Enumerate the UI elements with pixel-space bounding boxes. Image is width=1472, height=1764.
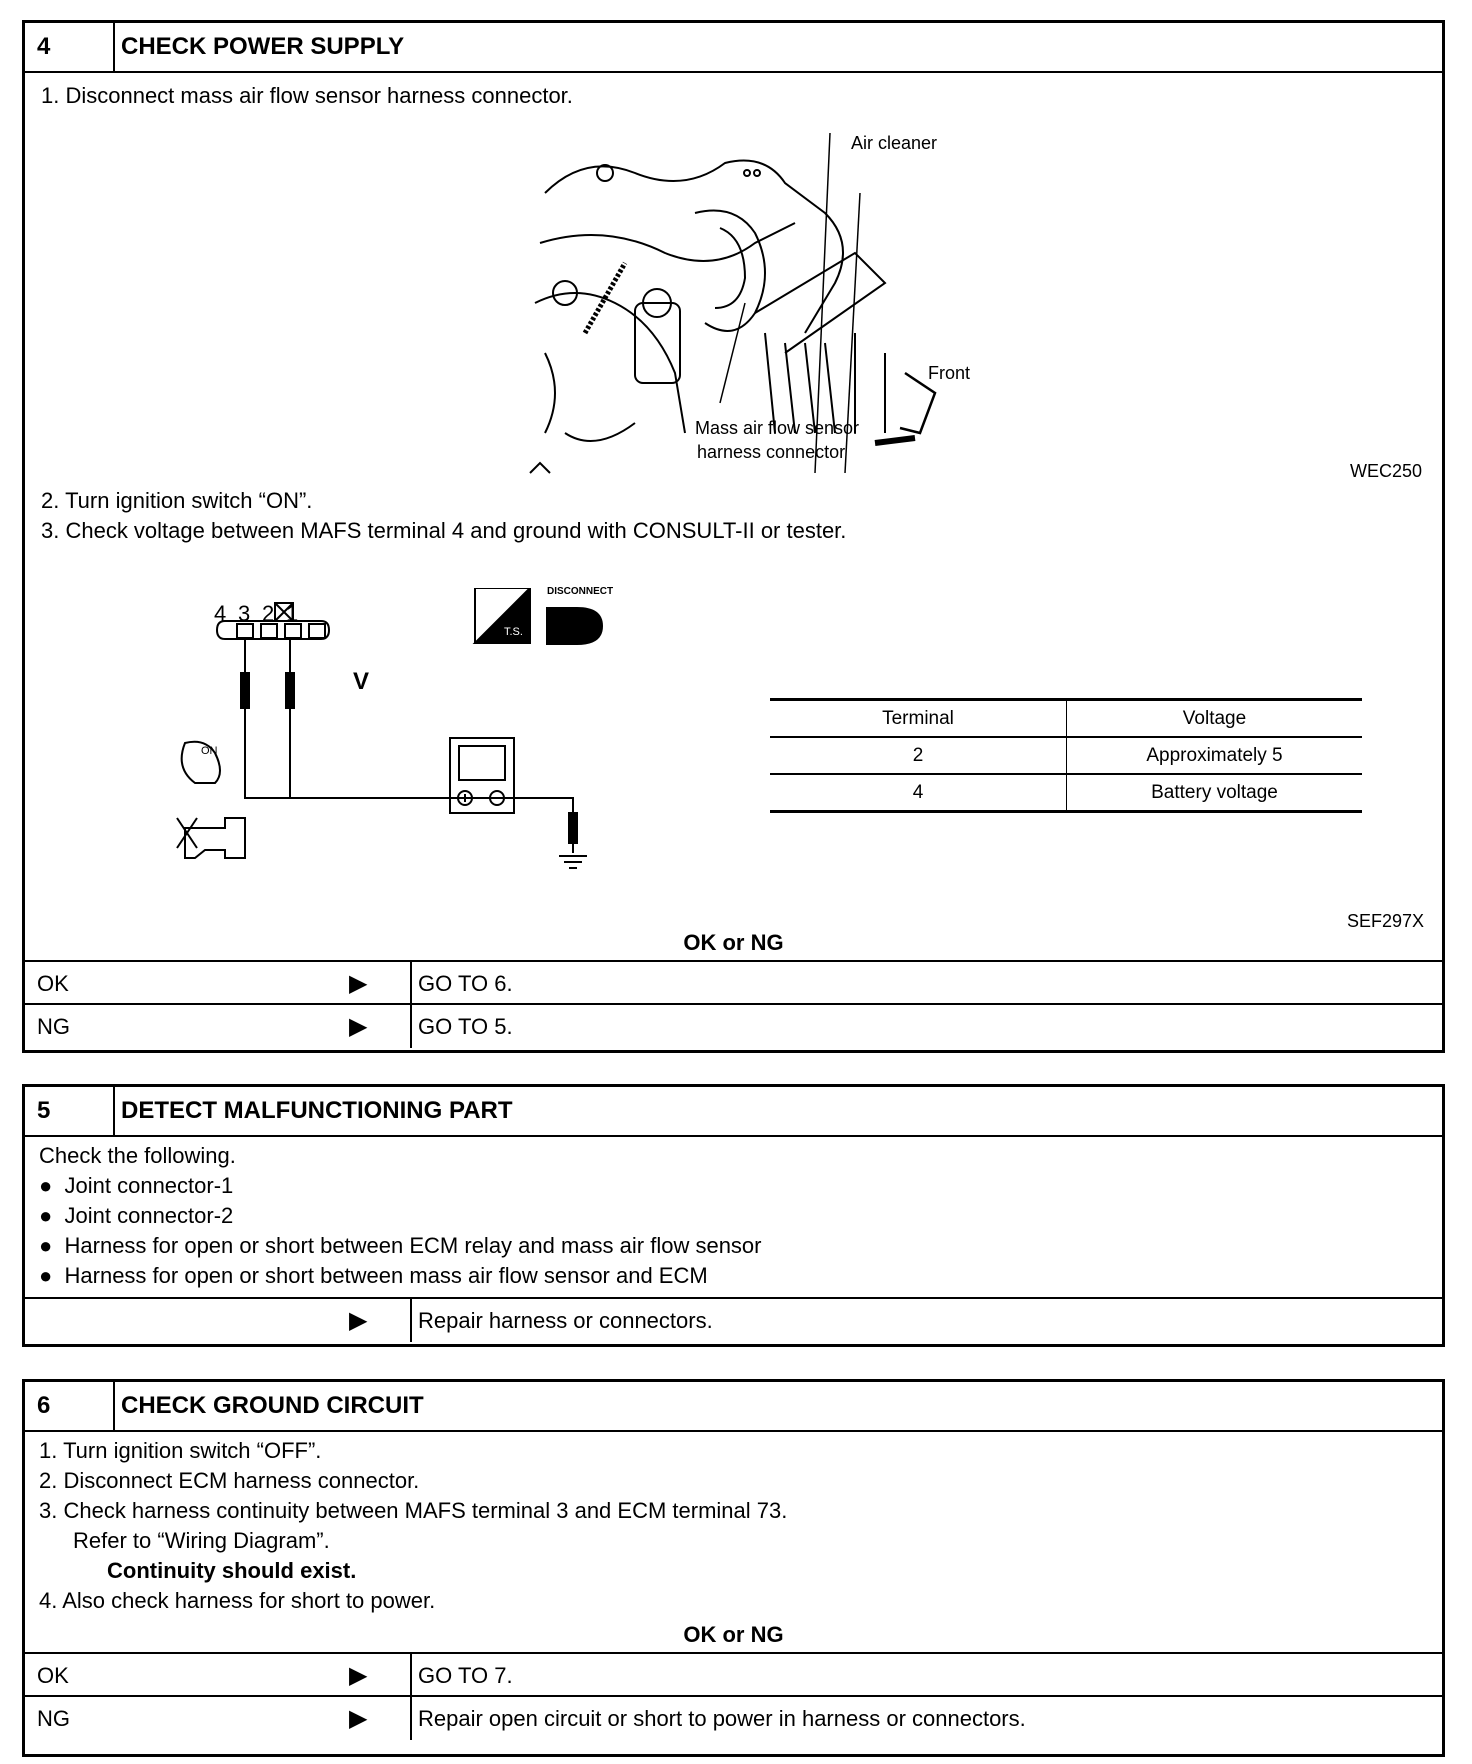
result-action: GO TO 6. bbox=[418, 971, 513, 996]
ignition-on-label: ON bbox=[201, 745, 218, 757]
result-label: NG bbox=[37, 1706, 70, 1731]
voltage-cell: Battery voltage bbox=[1067, 774, 1363, 812]
engine-illustration bbox=[525, 133, 1025, 493]
label-air-cleaner: Air cleaner bbox=[851, 133, 938, 153]
instruction: 1. Disconnect mass air flow sensor harness connector. bbox=[41, 83, 573, 108]
result-label: OK bbox=[37, 1663, 69, 1688]
table-row bbox=[770, 737, 1362, 774]
result-label: OK bbox=[37, 971, 69, 996]
label-front: Front bbox=[928, 363, 971, 383]
result-action: Repair open circuit or short to power in harness or connectors. bbox=[418, 1706, 1026, 1731]
instruction: 1. Turn ignition switch “OFF”. bbox=[39, 1438, 322, 1463]
step-number: 6 bbox=[25, 1382, 115, 1430]
figure-code: WEC250 bbox=[1350, 461, 1423, 481]
table-row bbox=[770, 774, 1362, 812]
label-maf-sensor: Mass air flow sensor bbox=[695, 418, 860, 438]
voltmeter-label: V bbox=[353, 668, 370, 695]
figure-code: SEF297X bbox=[1347, 911, 1425, 931]
pin-label: 3 bbox=[238, 601, 251, 626]
ok-or-ng-heading: OK or NG bbox=[683, 1622, 784, 1647]
table-header: Voltage bbox=[1067, 700, 1363, 738]
step-header bbox=[25, 1087, 1442, 1137]
step-header bbox=[25, 23, 1442, 73]
pin-label: 1 bbox=[286, 601, 299, 626]
result-action: GO TO 5. bbox=[418, 1014, 513, 1039]
result-row-ng bbox=[25, 1695, 1442, 1740]
voltage-table bbox=[770, 698, 1362, 813]
result-label: NG bbox=[37, 1014, 70, 1039]
step-title: CHECK GROUND CIRCUIT bbox=[121, 1392, 424, 1419]
disconnect-label: DISCONNECT bbox=[547, 586, 614, 597]
instruction: 4. Also check harness for short to power. bbox=[39, 1588, 436, 1613]
pin-label: 2 bbox=[262, 601, 275, 626]
bullet-item: ● Joint connector-1 bbox=[39, 1173, 234, 1198]
label-harness-connector: harness connector bbox=[697, 442, 846, 462]
ok-or-ng-heading: OK or NG bbox=[683, 930, 784, 955]
bullet-item: ● Harness for open or short between mass air flow sensor and ECM bbox=[39, 1263, 708, 1288]
ts-label: T.S. bbox=[504, 626, 523, 638]
bullet-item: ● Harness for open or short between ECM relay and mass air flow sensor bbox=[39, 1233, 762, 1258]
terminal-cell: 4 bbox=[770, 774, 1067, 812]
arrow-icon: ▶ bbox=[349, 970, 368, 997]
arrow-icon: ▶ bbox=[349, 1705, 368, 1732]
step-title: CHECK POWER SUPPLY bbox=[121, 33, 405, 60]
instruction: 2. Turn ignition switch “ON”. bbox=[41, 488, 313, 513]
result-row-ng bbox=[25, 1003, 1442, 1048]
arrow-icon: ▶ bbox=[349, 1662, 368, 1689]
step-number: 4 bbox=[25, 23, 115, 71]
voltage-cell: Approximately 5 bbox=[1067, 737, 1363, 774]
intro-text: Check the following. bbox=[39, 1143, 236, 1168]
step-number: 5 bbox=[25, 1087, 115, 1135]
step-5-box bbox=[22, 1084, 1445, 1347]
result-action: Repair harness or connectors. bbox=[418, 1308, 713, 1333]
pin-label: 4 bbox=[214, 601, 227, 626]
step-title: DETECT MALFUNCTIONING PART bbox=[121, 1097, 513, 1124]
result-row-ok bbox=[25, 960, 1442, 1005]
step-4-box bbox=[22, 20, 1445, 1053]
table-header: Terminal bbox=[770, 700, 1067, 738]
instruction: 2. Disconnect ECM harness connector. bbox=[39, 1468, 420, 1493]
circuit-diagram bbox=[155, 588, 635, 888]
instruction: 3. Check voltage between MAFS terminal 4 and ground with CONSULT-II or tester. bbox=[41, 518, 847, 543]
instruction-note: Refer to “Wiring Diagram”. bbox=[73, 1528, 330, 1553]
step-6-box bbox=[22, 1379, 1445, 1757]
result-action: GO TO 7. bbox=[418, 1663, 513, 1688]
terminal-cell: 2 bbox=[770, 737, 1067, 774]
step-header bbox=[25, 1382, 1442, 1432]
instruction: 3. Check harness continuity between MAFS terminal 3 and ECM terminal 73. bbox=[39, 1498, 788, 1523]
result-row-ok bbox=[25, 1652, 1442, 1697]
bullet-item: ● Joint connector-2 bbox=[39, 1203, 234, 1228]
result-row bbox=[25, 1297, 1442, 1342]
arrow-icon: ▶ bbox=[349, 1307, 368, 1334]
expected-result: Continuity should exist. bbox=[107, 1558, 357, 1583]
arrow-icon: ▶ bbox=[349, 1013, 368, 1040]
